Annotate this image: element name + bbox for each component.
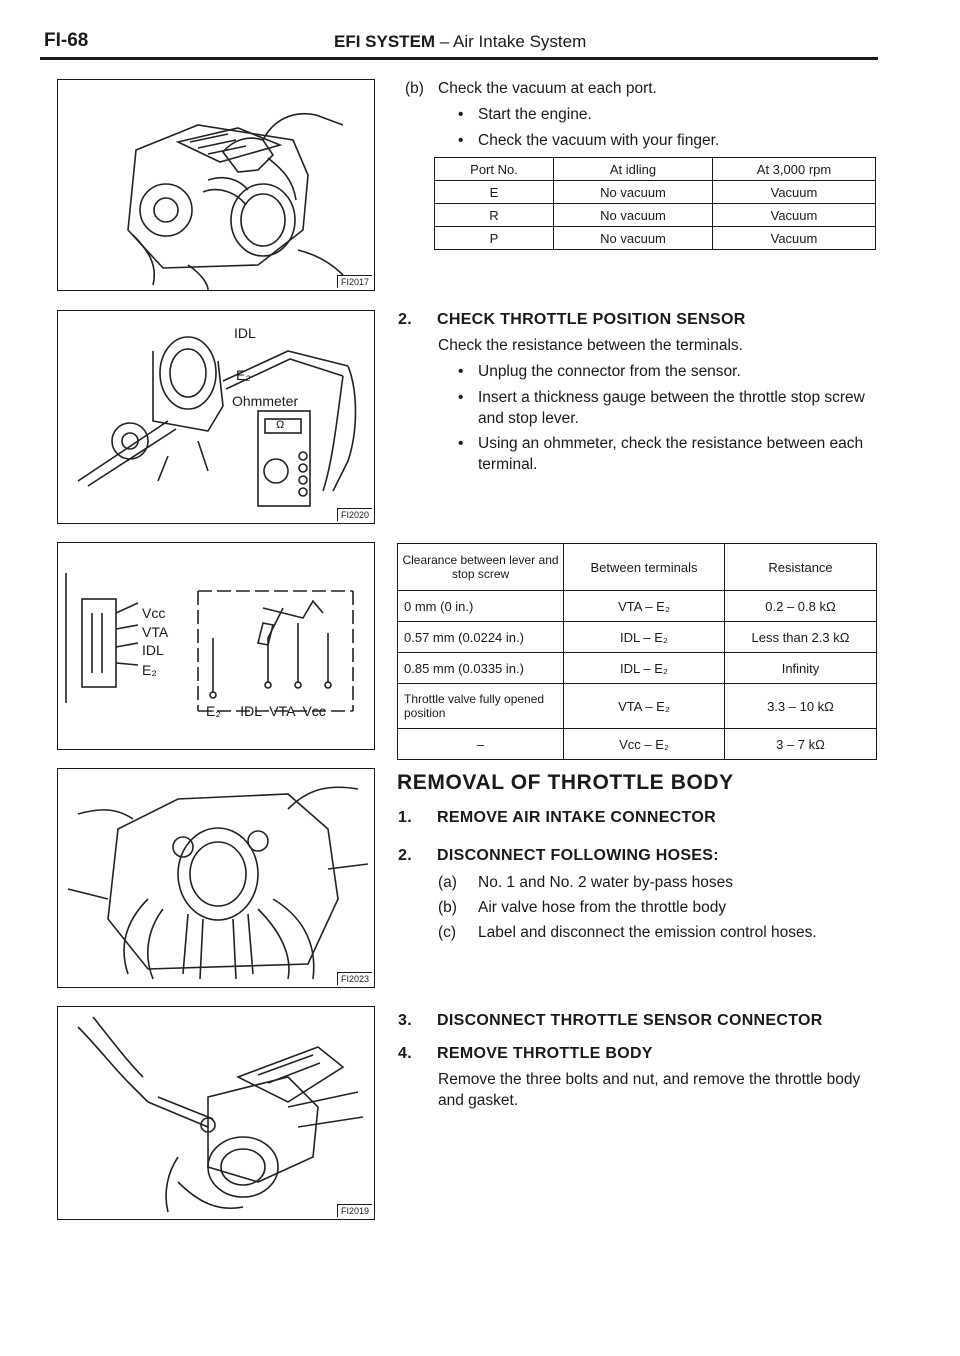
label-vcc: Vcc [142, 605, 166, 621]
table-cell: Vacuum [713, 181, 876, 204]
removal-step-2a-label: (a) [438, 874, 457, 891]
table-header: Clearance between lever and stop screw [398, 544, 564, 591]
step-2-bullet-1: • Unplug the connector from the sensor. [478, 361, 878, 382]
step-b-bullet-2: • Check the vacuum with your finger. [478, 130, 719, 151]
table-cell: 0 mm (0 in.) [398, 591, 564, 622]
table-row [398, 653, 877, 684]
vacuum-table [434, 157, 876, 250]
table-cell: 3.3 – 10 kΩ [725, 684, 877, 729]
removal-step-4-number: 4. [398, 1045, 412, 1062]
label-idl: IDL [234, 325, 256, 341]
table-cell: P [435, 227, 554, 250]
table-cell: Vacuum [713, 204, 876, 227]
table-cell: IDL – E₂ [564, 622, 725, 653]
section-title-sub: – Air Intake System [439, 32, 587, 51]
table-header-row [398, 544, 877, 591]
removal-title: REMOVAL OF THROTTLE BODY [397, 771, 734, 794]
label-terminals: E₂ IDL VTA Vcc [206, 703, 326, 719]
removal-step-2c-label: (c) [438, 924, 457, 941]
table-cell: – [398, 729, 564, 760]
label-ohmmeter: Ohmmeter [232, 393, 299, 409]
step-b-label: (b) [405, 80, 424, 97]
table-row [435, 204, 876, 227]
figure-code: FI2017 [337, 275, 372, 288]
table-cell: 3 – 7 kΩ [725, 729, 877, 760]
table-header: Resistance [725, 544, 877, 591]
table-header-row [435, 158, 876, 181]
table-cell: VTA – E₂ [564, 591, 725, 622]
table-cell: VTA – E₂ [564, 684, 725, 729]
label-idl: IDL [142, 642, 164, 658]
table-header: At idling [554, 158, 713, 181]
table-row [398, 684, 877, 729]
figure-sensor-circuit [57, 542, 375, 750]
step-b-bullet-1: • Start the engine. [478, 104, 592, 125]
removal-step-1-title: REMOVE AIR INTAKE CONNECTOR [437, 809, 716, 826]
step-2-bullet-2: • Insert a thickness gauge between the throttle stop screw and stop lever. [478, 387, 888, 429]
table-row [398, 591, 877, 622]
removal-step-2c-text: Label and disconnect the emission control hoses. [478, 924, 817, 941]
figure-code: FI2019 [337, 1204, 372, 1217]
table-cell: Vcc – E₂ [564, 729, 725, 760]
table-cell: Infinity [725, 653, 877, 684]
step-2-intro: Check the resistance between the terminals. [438, 337, 743, 354]
step-b-text: Check the vacuum at each port. [438, 80, 657, 97]
figure-engine-vacuum-check [57, 79, 375, 291]
label-omega: Ω [276, 419, 285, 431]
step-2-number: 2. [398, 311, 412, 328]
figure-code: FI2020 [337, 508, 372, 521]
table-cell: 0.57 mm (0.0224 in.) [398, 622, 564, 653]
table-row [398, 729, 877, 760]
table-cell: Throttle valve fully opened position [398, 684, 564, 729]
section-title [334, 32, 586, 52]
table-header: At 3,000 rpm [713, 158, 876, 181]
table-cell: Vacuum [713, 227, 876, 250]
table-cell: E [435, 181, 554, 204]
step-2-bullet-3: • Using an ohmmeter, check the resistance between each terminal. [478, 433, 888, 475]
table-cell: No vacuum [554, 181, 713, 204]
removal-step-2b-text: Air valve hose from the throttle body [478, 899, 727, 916]
table-row [435, 181, 876, 204]
step-2-title: CHECK THROTTLE POSITION SENSOR [437, 311, 746, 328]
table-row [435, 227, 876, 250]
label-vta: VTA [142, 624, 169, 640]
removal-step-4-title: REMOVE THROTTLE BODY [437, 1045, 653, 1062]
removal-step-1-number: 1. [398, 809, 412, 826]
page-number: FI-68 [44, 30, 89, 51]
label-e2: E₂ [142, 662, 157, 678]
section-title-bold: EFI SYSTEM [334, 32, 436, 51]
figure-remove-throttle-body [57, 1006, 375, 1220]
table-cell: 0.2 – 0.8 kΩ [725, 591, 877, 622]
removal-step-2-title: DISCONNECT FOLLOWING HOSES: [437, 847, 719, 864]
removal-step-3-number: 3. [398, 1012, 412, 1029]
engine-illustration [58, 80, 374, 290]
table-row [398, 622, 877, 653]
table-cell: R [435, 204, 554, 227]
throttle-ohmmeter-illustration [58, 311, 374, 523]
throttle-hoses-illustration [58, 769, 374, 987]
table-header: Port No. [435, 158, 554, 181]
removal-step-2a-text: No. 1 and No. 2 water by-pass hoses [478, 874, 734, 891]
removal-step-2b-label: (b) [438, 899, 457, 916]
table-cell: No vacuum [554, 204, 713, 227]
table-cell: No vacuum [554, 227, 713, 250]
figure-hose-disconnect [57, 768, 375, 988]
table-cell: Less than 2.3 kΩ [725, 622, 877, 653]
removal-step-4-text: Remove the three bolts and nut, and remove the throttle body and gasket. [438, 1071, 861, 1109]
label-e2: E₂ [236, 367, 251, 383]
removal-step-2-number: 2. [398, 847, 412, 864]
figure-ohmmeter-check [57, 310, 375, 524]
table-header: Between terminals [564, 544, 725, 591]
table-cell: IDL – E₂ [564, 653, 725, 684]
header-rule [40, 57, 878, 60]
resistance-table [397, 543, 877, 760]
removal-step-3-title: DISCONNECT THROTTLE SENSOR CONNECTOR [437, 1012, 823, 1029]
figure-code: FI2023 [337, 972, 372, 985]
wrench-throttle-illustration [58, 1007, 374, 1219]
table-cell: 0.85 mm (0.0335 in.) [398, 653, 564, 684]
